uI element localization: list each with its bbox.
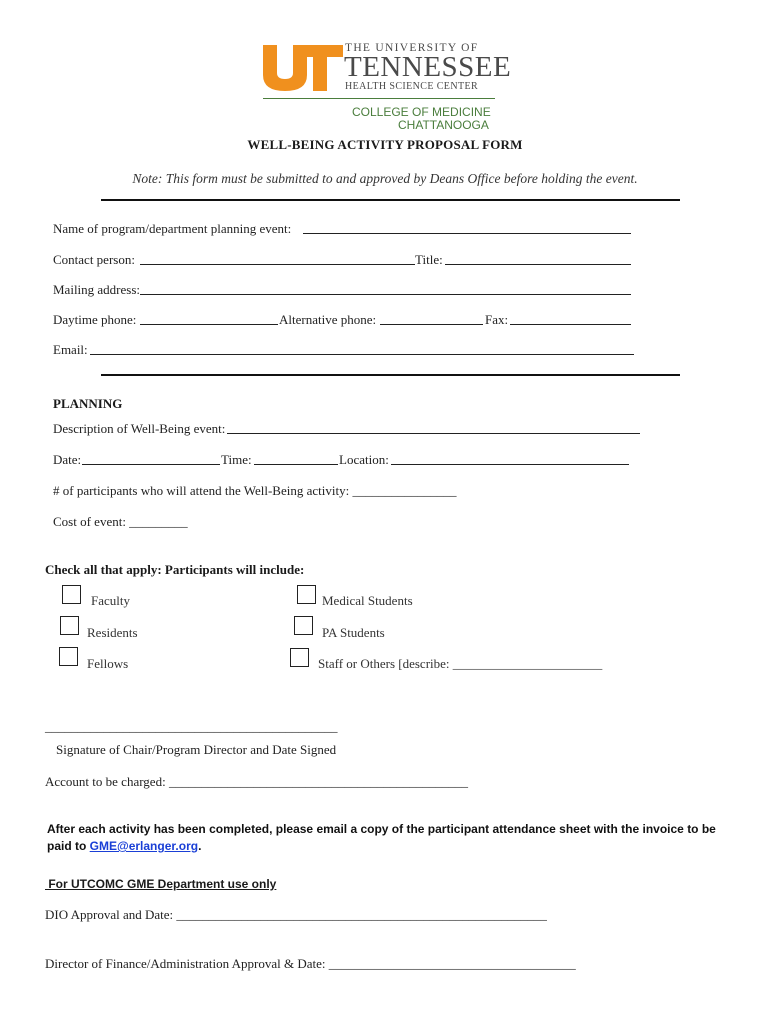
alternative-phone-label: Alternative phone: bbox=[279, 312, 377, 327]
gme-email-link[interactable]: GME@erlanger.org bbox=[89, 839, 199, 853]
signature-line[interactable]: _____________________________________________ bbox=[45, 719, 338, 734]
fax-label: Fax: bbox=[485, 312, 509, 327]
mailing-address-label: Mailing address: bbox=[53, 282, 141, 297]
pa-students-checkbox[interactable] bbox=[294, 616, 313, 635]
logo-divider bbox=[263, 98, 495, 99]
fellows-label: Fellows bbox=[87, 656, 129, 671]
date-field[interactable] bbox=[82, 464, 220, 465]
daytime-phone-field[interactable] bbox=[140, 324, 278, 325]
time-field[interactable] bbox=[254, 464, 338, 465]
title-field[interactable] bbox=[445, 264, 631, 265]
pa-students-label: PA Students bbox=[322, 625, 385, 640]
time-label: Time: bbox=[221, 452, 252, 467]
medical-students-label: Medical Students bbox=[322, 593, 413, 608]
instructions-paragraph bbox=[47, 821, 727, 855]
residents-label: Residents bbox=[87, 625, 138, 640]
contact-person-field[interactable] bbox=[140, 264, 415, 265]
office-use-heading: For UTCOMC GME Department use only bbox=[45, 877, 277, 891]
contact-person-label: Contact person: bbox=[53, 252, 135, 267]
title-label: Title: bbox=[415, 252, 443, 267]
daytime-phone-label: Daytime phone: bbox=[53, 312, 137, 327]
divider-middle bbox=[101, 374, 680, 376]
residents-checkbox[interactable] bbox=[60, 616, 79, 635]
program-field[interactable] bbox=[303, 233, 631, 234]
location-label: Location: bbox=[339, 452, 389, 467]
instructions-end: . bbox=[198, 839, 202, 853]
fellows-checkbox[interactable] bbox=[59, 647, 78, 666]
staff-others-label: Staff or Others [describe: _______________________ bbox=[318, 656, 603, 671]
form-note: Note: This form must be submitted to and approved by Deans Office before holding the event. bbox=[132, 171, 638, 186]
mailing-address-field[interactable] bbox=[140, 294, 631, 295]
logo-top-line: THE UNIVERSITY OF bbox=[345, 42, 479, 54]
form-title: WELL-BEING ACTIVITY PROPOSAL FORM bbox=[247, 137, 523, 152]
logo-college-line1: COLLEGE OF MEDICINE bbox=[352, 105, 491, 119]
date-label: Date: bbox=[53, 452, 82, 467]
checklist-heading: Check all that apply: Participants will include: bbox=[45, 562, 305, 577]
instructions-text: After each activity has been completed, please email a copy of the participant attendance sheet with the invoice to be paid to bbox=[47, 822, 716, 853]
logo-main-text: TENNESSEE bbox=[344, 51, 512, 83]
finance-approval-field[interactable]: Director of Finance/Administration Approval & Date: ______________________________________ bbox=[45, 956, 576, 971]
alternative-phone-field[interactable] bbox=[380, 324, 483, 325]
participants-field[interactable]: # of participants who will attend the Well-Being activity: ________________ bbox=[53, 483, 457, 498]
logo-sub-text: HEALTH SCIENCE CENTER bbox=[345, 81, 479, 92]
signature-label: Signature of Chair/Program Director and Date Signed bbox=[56, 742, 337, 757]
medical-students-checkbox[interactable] bbox=[297, 585, 316, 604]
planning-heading: PLANNING bbox=[53, 396, 123, 411]
fax-field[interactable] bbox=[510, 324, 631, 325]
ut-logo-mark-icon bbox=[263, 45, 343, 91]
faculty-checkbox[interactable] bbox=[62, 585, 81, 604]
cost-field[interactable]: Cost of event: _________ bbox=[53, 514, 188, 529]
description-label: Description of Well-Being event: bbox=[53, 421, 226, 436]
divider-top bbox=[101, 199, 680, 201]
location-field[interactable] bbox=[391, 464, 629, 465]
account-field[interactable]: Account to be charged: ______________________________________________ bbox=[45, 774, 468, 789]
email-field[interactable] bbox=[90, 354, 634, 355]
logo-college-line2: CHATTANOOGA bbox=[398, 118, 489, 132]
dio-approval-field[interactable]: DIO Approval and Date: _________________________________________________________ bbox=[45, 907, 547, 922]
staff-others-checkbox[interactable] bbox=[290, 648, 309, 667]
program-label: Name of program/department planning event: bbox=[53, 221, 292, 236]
description-field[interactable] bbox=[227, 433, 640, 434]
email-label: Email: bbox=[53, 342, 88, 357]
faculty-label: Faculty bbox=[91, 593, 130, 608]
